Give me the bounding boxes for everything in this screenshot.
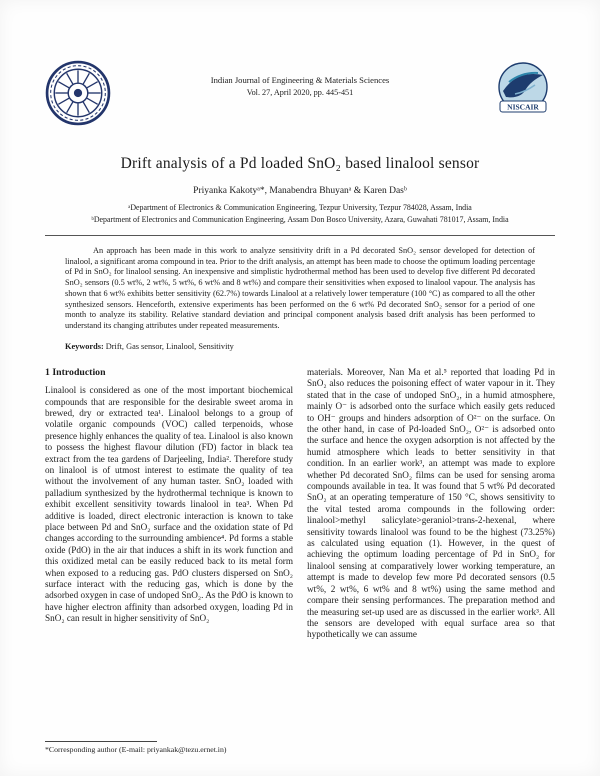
abstract-text: An approach has been made in this work to analyze sensitivity drift in a Pd decorated SnO₂ sensor developed for detection of linalool, a significant aroma compound in tea. Prior to the drift analysis, an attempt has been made to choose the optimum loading percentage of Pd in SnO₂ for linalool sensing. An inexpensive and simplistic hydrothermal method has been used to develop five different Pd decorated SnO₂ sensors (0.5 wt%, 2 wt%, 5 wt%, 6 wt% and 8 wt%) and compare their sensitivities when exposed to linalool vapour. The analysis has shown that 6 wt% exhibits better sensitivity (62.7%) towards Linalool at a relatively lower temperature (100 °C) as compared to all the other synthesized sensors. Henceforth, extensive experiments has been performed on the 6 wt% Pd decorated SnO₂ sensor for a period of one month to analyze its stability. Relative standard deviation and principal component analysis based drift analysis has been performed to understand its changing attributes under repeated measurements. — [65, 245, 535, 331]
affiliation-a: ᵃDepartment of Electronics & Communication Engineering, Tezpur University, Tezpur 784028, Assam, India — [128, 203, 472, 212]
journal-name: Indian Journal of Engineering & Materials Sciences — [210, 75, 390, 85]
niscair-logo — [487, 60, 555, 125]
paper-title: Drift analysis of a Pd loaded SnO₂ based linalool sensor — [120, 155, 480, 172]
journal-masthead — [113, 74, 487, 100]
niscair-bird-icon — [491, 60, 555, 120]
keywords-label: Keywords: — [65, 341, 104, 351]
emblem-seal-icon — [45, 60, 111, 126]
journal-issue: Vol. 27, April 2020, pp. 445-451 — [246, 88, 354, 98]
footnote-divider — [45, 741, 157, 742]
university-emblem-logo — [45, 60, 113, 131]
journal-header — [45, 60, 555, 131]
authors-line: Priyanka Kakotyᵃ*, Manabendra Bhuyanᵃ & Karen Dasᵇ — [193, 186, 407, 196]
header-divider — [45, 235, 555, 236]
introduction-text-right: materials. Moreover, Nan Ma et al.⁵ reported that loading Pd in SnO₂ also reduces the poisoning effect of water vapour in it. They stated that in the case of undoped SnO₂, in a humid atmosphere, mainly O⁻ is adsorbed onto the surface which easily gets reduced to OH⁻ groups and hinders adsorption of O²⁻ on the surface. On the other hand, in case of Pd-loaded SnO₂, O²⁻ is adsorbed onto the surface and hence the oxygen adsorption is not affected by the humid atmosphere which leads to better sensitivity in that condition. In an earlier work³, an attempt was made to explore whether Pd decorated SnO₂ films can be used for sensing aroma compounds available in tea. It was found that 5 wt% Pd decorated SnO₂ at an operating temperature of 150 °C, shows sensitivity to the vital tested aroma compounds in the following order: linalool>methyl salicylate>geraniol>trans-2-hexenal, where sensitivity towards linalool was found to be the highest (73.25%) as calculated using equation (1). However, in the quest of achieving the optimum loading percentage of Pd in SnO₂ for linalool sensing at comparatively lower working temperature, an attempt is made to develop few more Pd decorated sensors (0.5 wt%, 2 wt%, 6 wt% and 8 wt%) using the same method and compare their sensing performances. The preparation method and the measuring set-up used are as discussed in the earlier work³. All the sensors are developed with equal surface area so that hypothetically we can assume — [307, 366, 555, 640]
keywords-line — [65, 342, 535, 351]
body-columns — [45, 367, 555, 641]
section-heading-introduction: 1 Introduction — [45, 366, 106, 378]
affiliation-b: ᵇDepartment of Electronics and Communication Engineering, Assam Don Bosco University, Azara, Guwahati 781017, Assam, India — [91, 214, 509, 224]
body-column-left — [45, 367, 293, 641]
corresponding-author-text: *Corresponding author (E-mail: priyankak@tezu.ernet.in) — [45, 745, 227, 754]
niscair-logo-label: NISCAIR — [507, 102, 539, 112]
body-column-right — [307, 367, 555, 641]
introduction-text-left: Linalool is considered as one of the most important biochemical compounds that are responsible for the desirable sweet aroma in brewed, dry or extracted tea¹. Linalool belongs to a group of volatile organic compounds (VOC) called terpenoids, whose presence highly enhances the quality of tea. Linalool is also known to possess the highest flavour dilution (FD) factor in black tea extract from the tea gardens of Darjeeling, India². Therefore study on linalool is of utmost interest to estimate the quality of tea without the involvement of any human taster. SnO₂ loaded with palladium synthesized by the hydrothermal technique is known to exhibit excellent sensitivity towards linalool in tea³. When Pd additive is loaded, direct electronic interaction is known to take place between Pd and SnO₂ surface and the oxidation state of Pd changes according to the surrounding ambience⁴. Pd forms a stable oxide (PdO) in the air that induces a shift in its work function and this oxidized metal can be easily reduced back to its metal form when exposed to a reducing gas. PdO clusters dispersed on SnO₂ surface interact with the reducing gas, which is done by the adsorbed oxygen in case of undoped SnO₂. As the PdO is known to have higher electron affinity than adsorbed oxygen, loading Pd in SnO₂ can result in higher sensitivity of SnO₂ — [45, 385, 293, 624]
keywords-text: Drift, Gas sensor, Linalool, Sensitivity — [105, 341, 234, 351]
affiliations-block — [45, 202, 555, 226]
corresponding-author-footnote — [45, 738, 226, 754]
